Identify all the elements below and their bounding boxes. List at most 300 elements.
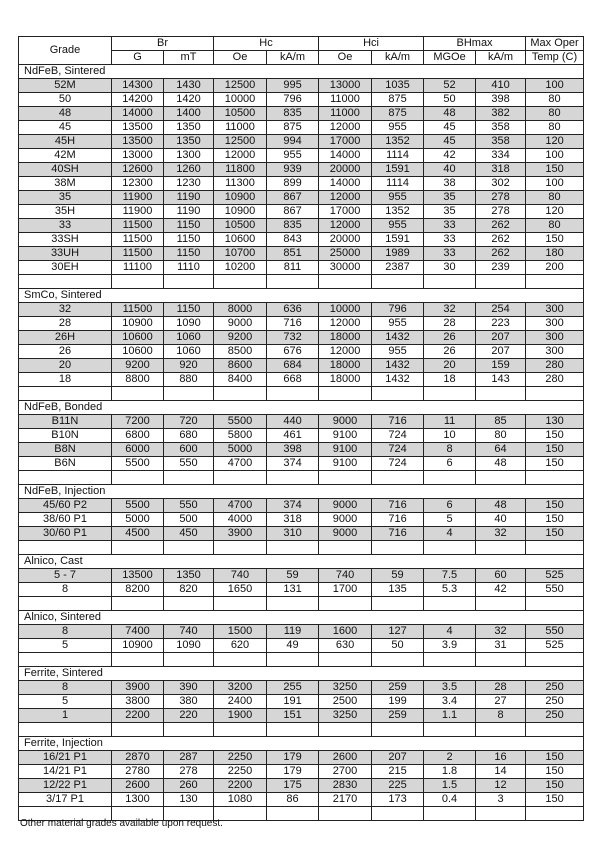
cell-hc-kam: 179 <box>267 765 319 779</box>
cell-hc-oe: 5000 <box>214 443 267 457</box>
cell-grade: 35H <box>19 205 112 219</box>
empty-cell <box>372 597 424 611</box>
cell-hci-oe: 9000 <box>319 499 372 513</box>
cell-hc-kam: 843 <box>267 233 319 247</box>
cell-grade: 35 <box>19 191 112 205</box>
empty-cell <box>267 387 319 401</box>
cell-hc-kam: 939 <box>267 163 319 177</box>
cell-hci-oe: 2600 <box>319 751 372 765</box>
cell-temp: 300 <box>526 317 584 331</box>
cell-hc-oe: 9000 <box>214 317 267 331</box>
table-row <box>19 779 584 793</box>
table-row <box>19 163 584 177</box>
cell-hc-oe: 10200 <box>214 261 267 275</box>
cell-bhmax-kam: 32 <box>476 527 526 541</box>
cell-grade: 26 <box>19 345 112 359</box>
table-row <box>19 583 584 597</box>
cell-br-mt: 1060 <box>164 345 214 359</box>
cell-br-g: 7400 <box>112 625 164 639</box>
table-row <box>19 751 584 765</box>
table-row <box>19 527 584 541</box>
cell-hc-kam: 86 <box>267 793 319 807</box>
cell-grade: B8N <box>19 443 112 457</box>
cell-bhmax-mgoe: 2 <box>424 751 476 765</box>
empty-cell <box>476 541 526 555</box>
empty-cell <box>372 653 424 667</box>
cell-bhmax-kam: 262 <box>476 219 526 233</box>
cell-temp: 150 <box>526 429 584 443</box>
cell-br-g: 11900 <box>112 205 164 219</box>
empty-cell <box>214 275 267 289</box>
cell-hc-oe: 620 <box>214 639 267 653</box>
cell-bhmax-kam: 16 <box>476 751 526 765</box>
table-row <box>19 233 584 247</box>
cell-hci-oe: 12000 <box>319 345 372 359</box>
cell-bhmax-kam: 85 <box>476 415 526 429</box>
cell-hci-oe: 9100 <box>319 429 372 443</box>
empty-cell <box>526 275 584 289</box>
cell-hci-oe: 1700 <box>319 583 372 597</box>
cell-hc-kam: 732 <box>267 331 319 345</box>
empty-cell <box>112 471 164 485</box>
cell-hc-oe: 5500 <box>214 415 267 429</box>
empty-cell <box>476 807 526 821</box>
cell-hci-kam: 1432 <box>372 373 424 387</box>
empty-cell <box>526 471 584 485</box>
empty-cell <box>372 387 424 401</box>
cell-temp: 250 <box>526 695 584 709</box>
empty-cell <box>526 653 584 667</box>
cell-bhmax-mgoe: 50 <box>424 93 476 107</box>
cell-bhmax-kam: 8 <box>476 709 526 723</box>
spacer-row <box>19 723 584 737</box>
cell-br-mt: 1190 <box>164 191 214 205</box>
cell-hc-oe: 12500 <box>214 79 267 93</box>
cell-temp: 180 <box>526 247 584 261</box>
table-row <box>19 569 584 583</box>
cell-temp: 150 <box>526 779 584 793</box>
cell-bhmax-kam: 262 <box>476 233 526 247</box>
cell-hci-kam: 724 <box>372 443 424 457</box>
cell-br-g: 2200 <box>112 709 164 723</box>
cell-br-mt: 680 <box>164 429 214 443</box>
cell-hci-oe: 14000 <box>319 177 372 191</box>
cell-bhmax-kam: 60 <box>476 569 526 583</box>
cell-hc-kam: 684 <box>267 359 319 373</box>
cell-bhmax-kam: 410 <box>476 79 526 93</box>
section-header-row <box>19 737 584 751</box>
cell-hci-kam: 716 <box>372 499 424 513</box>
cell-hc-oe: 2400 <box>214 695 267 709</box>
empty-cell <box>319 541 372 555</box>
cell-hci-oe: 3250 <box>319 681 372 695</box>
cell-temp: 150 <box>526 499 584 513</box>
cell-hc-oe: 1500 <box>214 625 267 639</box>
spacer-row <box>19 471 584 485</box>
cell-temp: 80 <box>526 191 584 205</box>
table-row <box>19 709 584 723</box>
cell-hci-kam: 173 <box>372 793 424 807</box>
cell-bhmax-kam: 48 <box>476 457 526 471</box>
cell-hci-kam: 796 <box>372 303 424 317</box>
cell-hci-oe: 11000 <box>319 107 372 121</box>
cell-hc-kam: 310 <box>267 527 319 541</box>
cell-br-mt: 600 <box>164 443 214 457</box>
cell-grade: 12/22 P1 <box>19 779 112 793</box>
empty-cell <box>214 723 267 737</box>
cell-br-mt: 1230 <box>164 177 214 191</box>
cell-br-g: 10900 <box>112 317 164 331</box>
cell-temp: 300 <box>526 303 584 317</box>
empty-cell <box>214 471 267 485</box>
cell-hci-kam: 875 <box>372 93 424 107</box>
table-row <box>19 219 584 233</box>
cell-br-mt: 1300 <box>164 149 214 163</box>
header-hc: Hc <box>214 37 319 51</box>
cell-bhmax-mgoe: 33 <box>424 247 476 261</box>
cell-bhmax-kam: 14 <box>476 765 526 779</box>
cell-temp: 100 <box>526 79 584 93</box>
cell-br-mt: 1090 <box>164 639 214 653</box>
cell-hci-oe: 9100 <box>319 457 372 471</box>
cell-hc-kam: 955 <box>267 149 319 163</box>
section-header-row <box>19 555 584 569</box>
cell-hci-oe: 9000 <box>319 527 372 541</box>
empty-cell <box>476 387 526 401</box>
cell-hci-oe: 20000 <box>319 233 372 247</box>
section-title: NdFeB, Sintered <box>19 65 584 79</box>
cell-hc-oe: 12500 <box>214 135 267 149</box>
cell-br-mt: 1430 <box>164 79 214 93</box>
empty-cell <box>526 807 584 821</box>
cell-br-g: 3900 <box>112 681 164 695</box>
table-row <box>19 177 584 191</box>
empty-cell <box>372 275 424 289</box>
unit-hc-oe: Oe <box>214 51 267 65</box>
table-row <box>19 373 584 387</box>
cell-br-g: 11500 <box>112 247 164 261</box>
cell-br-mt: 1150 <box>164 233 214 247</box>
empty-cell <box>267 723 319 737</box>
cell-hci-oe: 14000 <box>319 149 372 163</box>
cell-bhmax-mgoe: 33 <box>424 219 476 233</box>
cell-hci-oe: 18000 <box>319 331 372 345</box>
cell-br-g: 13500 <box>112 569 164 583</box>
table-body <box>19 65 584 821</box>
cell-hci-kam: 716 <box>372 527 424 541</box>
cell-hc-kam: 318 <box>267 513 319 527</box>
cell-grade: 14/21 P1 <box>19 765 112 779</box>
cell-grade: 8 <box>19 681 112 695</box>
cell-bhmax-mgoe: 1.1 <box>424 709 476 723</box>
cell-grade: 33 <box>19 219 112 233</box>
cell-hci-kam: 955 <box>372 317 424 331</box>
cell-br-g: 9200 <box>112 359 164 373</box>
magnet-grades-table <box>18 36 584 821</box>
cell-grade: 45 <box>19 121 112 135</box>
cell-br-g: 2600 <box>112 779 164 793</box>
cell-temp: 200 <box>526 261 584 275</box>
cell-hci-oe: 2700 <box>319 765 372 779</box>
section-title: SmCo, Sintered <box>19 289 584 303</box>
empty-cell <box>476 723 526 737</box>
cell-bhmax-kam: 334 <box>476 149 526 163</box>
table-row <box>19 191 584 205</box>
empty-cell <box>112 275 164 289</box>
table-row <box>19 765 584 779</box>
cell-hci-kam: 955 <box>372 191 424 205</box>
cell-temp: 80 <box>526 93 584 107</box>
empty-cell <box>267 597 319 611</box>
section-header-row <box>19 65 584 79</box>
cell-grade: 30EH <box>19 261 112 275</box>
cell-br-g: 2780 <box>112 765 164 779</box>
empty-cell <box>164 387 214 401</box>
cell-hci-kam: 207 <box>372 751 424 765</box>
cell-br-g: 11500 <box>112 219 164 233</box>
empty-cell <box>319 597 372 611</box>
cell-temp: 150 <box>526 233 584 247</box>
empty-cell <box>112 541 164 555</box>
empty-cell <box>526 723 584 737</box>
cell-br-g: 10600 <box>112 345 164 359</box>
cell-bhmax-mgoe: 30 <box>424 261 476 275</box>
section-title: NdFeB, Injection <box>19 485 584 499</box>
cell-hci-kam: 716 <box>372 415 424 429</box>
cell-br-mt: 220 <box>164 709 214 723</box>
empty-cell <box>112 387 164 401</box>
cell-hci-kam: 135 <box>372 583 424 597</box>
cell-bhmax-mgoe: 1.5 <box>424 779 476 793</box>
cell-hci-kam: 50 <box>372 639 424 653</box>
cell-grade: 52M <box>19 79 112 93</box>
header-row-quantities <box>19 37 584 51</box>
empty-cell <box>424 387 476 401</box>
section-header-row <box>19 401 584 415</box>
unit-temp: Temp (C) <box>526 51 584 65</box>
cell-hci-oe: 9100 <box>319 443 372 457</box>
table-row <box>19 331 584 345</box>
spacer-row <box>19 597 584 611</box>
cell-temp: 280 <box>526 373 584 387</box>
empty-cell <box>19 471 112 485</box>
empty-cell <box>19 653 112 667</box>
cell-hc-kam: 398 <box>267 443 319 457</box>
cell-br-g: 10900 <box>112 639 164 653</box>
cell-hci-oe: 17000 <box>319 135 372 149</box>
cell-hc-oe: 1650 <box>214 583 267 597</box>
cell-grade: 50 <box>19 93 112 107</box>
cell-hci-kam: 1432 <box>372 331 424 345</box>
empty-cell <box>319 807 372 821</box>
cell-hc-kam: 49 <box>267 639 319 653</box>
cell-hc-oe: 8400 <box>214 373 267 387</box>
cell-hc-kam: 59 <box>267 569 319 583</box>
cell-bhmax-kam: 254 <box>476 303 526 317</box>
cell-temp: 300 <box>526 331 584 345</box>
cell-temp: 550 <box>526 583 584 597</box>
cell-br-g: 8800 <box>112 373 164 387</box>
cell-hc-kam: 835 <box>267 219 319 233</box>
cell-br-g: 6800 <box>112 429 164 443</box>
table-header <box>19 37 584 65</box>
cell-br-g: 14000 <box>112 107 164 121</box>
cell-hc-kam: 867 <box>267 191 319 205</box>
cell-bhmax-mgoe: 38 <box>424 177 476 191</box>
table-row <box>19 513 584 527</box>
table-row <box>19 247 584 261</box>
table-row <box>19 303 584 317</box>
section-header-row <box>19 667 584 681</box>
header-max-oper: Max Oper <box>526 37 584 51</box>
cell-br-mt: 1350 <box>164 135 214 149</box>
cell-br-mt: 880 <box>164 373 214 387</box>
empty-cell <box>164 275 214 289</box>
cell-hci-kam: 225 <box>372 779 424 793</box>
cell-hc-oe: 4000 <box>214 513 267 527</box>
table-row <box>19 79 584 93</box>
cell-bhmax-kam: 40 <box>476 513 526 527</box>
cell-hci-oe: 2830 <box>319 779 372 793</box>
cell-hci-kam: 1114 <box>372 149 424 163</box>
empty-cell <box>164 471 214 485</box>
table-row <box>19 415 584 429</box>
cell-temp: 150 <box>526 751 584 765</box>
cell-temp: 525 <box>526 639 584 653</box>
cell-bhmax-mgoe: 42 <box>424 149 476 163</box>
cell-hci-oe: 20000 <box>319 163 372 177</box>
cell-hc-kam: 994 <box>267 135 319 149</box>
cell-hc-oe: 10600 <box>214 233 267 247</box>
cell-hci-kam: 1035 <box>372 79 424 93</box>
cell-temp: 150 <box>526 765 584 779</box>
cell-br-mt: 260 <box>164 779 214 793</box>
cell-bhmax-kam: 223 <box>476 317 526 331</box>
cell-bhmax-mgoe: 0.4 <box>424 793 476 807</box>
unit-hci-kam: kA/m <box>372 51 424 65</box>
cell-hc-oe: 12000 <box>214 149 267 163</box>
table-row <box>19 429 584 443</box>
cell-hc-kam: 851 <box>267 247 319 261</box>
header-br: Br <box>112 37 214 51</box>
cell-grade: 16/21 P1 <box>19 751 112 765</box>
cell-hci-kam: 875 <box>372 107 424 121</box>
cell-hc-kam: 867 <box>267 205 319 219</box>
cell-hci-oe: 2500 <box>319 695 372 709</box>
cell-br-mt: 1420 <box>164 93 214 107</box>
cell-br-g: 5500 <box>112 499 164 513</box>
cell-grade: 30/60 P1 <box>19 527 112 541</box>
empty-cell <box>214 653 267 667</box>
cell-hc-kam: 995 <box>267 79 319 93</box>
empty-cell <box>424 723 476 737</box>
empty-cell <box>112 723 164 737</box>
cell-hci-oe: 1600 <box>319 625 372 639</box>
cell-grade: 3/17 P1 <box>19 793 112 807</box>
empty-cell <box>476 471 526 485</box>
cell-br-g: 5500 <box>112 457 164 471</box>
cell-grade: B10N <box>19 429 112 443</box>
cell-hci-kam: 259 <box>372 709 424 723</box>
cell-grade: 40SH <box>19 163 112 177</box>
cell-bhmax-mgoe: 20 <box>424 359 476 373</box>
table-row <box>19 261 584 275</box>
cell-br-mt: 720 <box>164 415 214 429</box>
cell-temp: 250 <box>526 681 584 695</box>
cell-hc-oe: 3900 <box>214 527 267 541</box>
empty-cell <box>19 275 112 289</box>
cell-bhmax-kam: 207 <box>476 331 526 345</box>
cell-hci-oe: 11000 <box>319 93 372 107</box>
section-title: Ferrite, Sintered <box>19 667 584 681</box>
cell-hc-kam: 151 <box>267 709 319 723</box>
cell-br-mt: 380 <box>164 695 214 709</box>
cell-hc-oe: 3200 <box>214 681 267 695</box>
cell-bhmax-mgoe: 4 <box>424 625 476 639</box>
cell-hc-kam: 796 <box>267 93 319 107</box>
cell-hc-kam: 374 <box>267 457 319 471</box>
cell-bhmax-mgoe: 32 <box>424 303 476 317</box>
header-bhmax: BHmax <box>424 37 526 51</box>
cell-hc-oe: 9200 <box>214 331 267 345</box>
cell-grade: 45H <box>19 135 112 149</box>
cell-bhmax-kam: 278 <box>476 191 526 205</box>
cell-hci-kam: 1591 <box>372 163 424 177</box>
cell-hc-kam: 119 <box>267 625 319 639</box>
empty-cell <box>164 541 214 555</box>
cell-temp: 100 <box>526 149 584 163</box>
cell-grade: 5 <box>19 639 112 653</box>
cell-grade: 38/60 P1 <box>19 513 112 527</box>
cell-hc-oe: 1080 <box>214 793 267 807</box>
cell-grade: 28 <box>19 317 112 331</box>
cell-br-mt: 1350 <box>164 569 214 583</box>
section-title: NdFeB, Bonded <box>19 401 584 415</box>
cell-bhmax-mgoe: 45 <box>424 135 476 149</box>
cell-bhmax-kam: 398 <box>476 93 526 107</box>
empty-cell <box>267 541 319 555</box>
cell-hci-oe: 2170 <box>319 793 372 807</box>
table-row <box>19 345 584 359</box>
cell-grade: 48 <box>19 107 112 121</box>
cell-br-mt: 550 <box>164 457 214 471</box>
cell-grade: 32 <box>19 303 112 317</box>
cell-bhmax-kam: 262 <box>476 247 526 261</box>
empty-cell <box>19 387 112 401</box>
cell-grade: 8 <box>19 625 112 639</box>
cell-hci-oe: 30000 <box>319 261 372 275</box>
cell-hci-kam: 1591 <box>372 233 424 247</box>
cell-bhmax-mgoe: 35 <box>424 205 476 219</box>
cell-hci-kam: 724 <box>372 457 424 471</box>
cell-hci-kam: 59 <box>372 569 424 583</box>
cell-br-g: 13000 <box>112 149 164 163</box>
cell-temp: 150 <box>526 457 584 471</box>
cell-br-mt: 1060 <box>164 331 214 345</box>
empty-cell <box>476 597 526 611</box>
cell-bhmax-kam: 32 <box>476 625 526 639</box>
cell-temp: 250 <box>526 709 584 723</box>
cell-temp: 80 <box>526 219 584 233</box>
cell-grade: 5 <box>19 695 112 709</box>
cell-bhmax-kam: 3 <box>476 793 526 807</box>
empty-cell <box>112 653 164 667</box>
table-row <box>19 625 584 639</box>
table-row <box>19 443 584 457</box>
cell-hc-kam: 175 <box>267 779 319 793</box>
cell-hc-oe: 2250 <box>214 751 267 765</box>
empty-cell <box>319 275 372 289</box>
